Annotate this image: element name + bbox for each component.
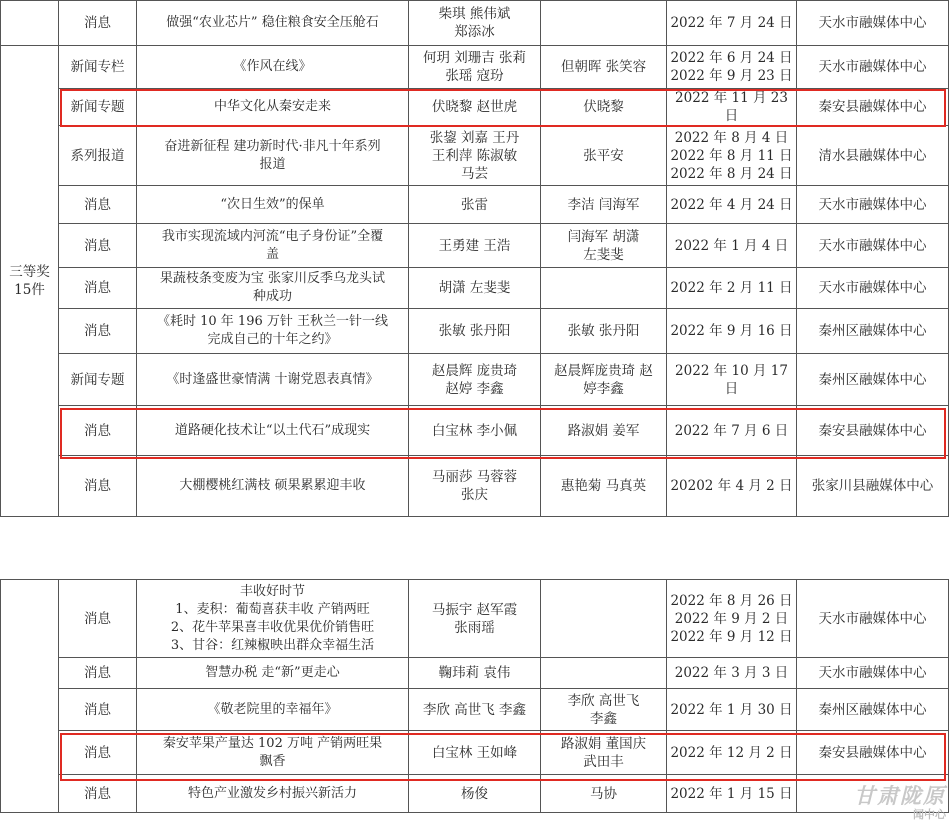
cell-line: 我市实现流域内河流“电子身份证”全覆: [161, 228, 384, 244]
authors-cell: [409, 89, 541, 126]
table-row: [1, 309, 949, 354]
editors-cell: [541, 89, 667, 126]
date-cell: [667, 354, 797, 406]
editors-cell: [541, 580, 667, 658]
authors-cell: [409, 46, 541, 89]
table-row: [1, 46, 949, 89]
authors-cell: [409, 186, 541, 224]
title-cell: [137, 309, 409, 354]
title-cell: [137, 689, 409, 731]
cell-line: 马协: [590, 785, 617, 802]
date-cell: [667, 1, 797, 46]
date-cell: [667, 775, 797, 813]
authors-cell: [409, 580, 541, 658]
cell-line: 李欣 高世飞: [567, 692, 640, 709]
cell-line: 2022 年 9 月 16 日: [670, 323, 793, 339]
authors-cell: [409, 224, 541, 268]
cell-line: 左斐斐: [583, 246, 624, 263]
category-cell: 消息: [59, 456, 137, 517]
cell-line: 何玥 刘珊吉 张莉: [422, 50, 527, 66]
title-cell: [137, 775, 409, 813]
authors-cell: [409, 689, 541, 731]
unit-cell: 秦州区融媒体中心: [797, 354, 949, 406]
title-cell: [137, 580, 409, 658]
authors-cell: [409, 309, 541, 354]
category-cell: 消息: [59, 775, 137, 813]
title-cell: [137, 224, 409, 268]
cell-line: 2022 年 2 月 11 日: [670, 280, 793, 296]
category-cell: 消息: [59, 580, 137, 658]
editors-cell: [541, 731, 667, 775]
cell-line: 三等奖: [9, 264, 50, 280]
editors-cell: [541, 46, 667, 89]
unit-cell: 天水市融媒体中心: [797, 46, 949, 89]
cell-line: 但朝晖 张笑容: [560, 59, 647, 75]
category-cell: 新闻专题: [59, 89, 137, 126]
table-row: [1, 186, 949, 224]
cell-line: 《敬老院里的幸福年》: [207, 701, 338, 717]
table-row: [1, 731, 949, 775]
editors-cell: [541, 354, 667, 406]
cell-line: 马丽莎 马蓉蓉: [431, 469, 518, 485]
cell-line: 2022 年 1 月 30 日: [670, 701, 793, 718]
cell-line: 张敏 张丹阳: [438, 323, 511, 339]
cell-line: 惠艳菊 马真英: [560, 478, 647, 494]
editors-cell: [541, 658, 667, 689]
editors-cell: [541, 126, 667, 186]
cell-line: 秦安苹果产量达 102 万吨 产销两旺果: [162, 735, 383, 751]
table-row: [1, 406, 949, 456]
cell-line: 马振宇 赵军霞: [431, 601, 518, 618]
cell-line: 赵晨辉庞贵琦 赵: [554, 362, 653, 379]
category-cell: 消息: [59, 731, 137, 775]
prize-cell: [1, 580, 59, 813]
unit-cell: 天水市融媒体中心: [797, 1, 949, 46]
cell-line: 王利萍 陈淑敏: [431, 147, 518, 164]
cell-line: 路淑娟 董国庆: [560, 735, 647, 752]
prize-label: [1, 46, 59, 517]
editors-cell: [541, 689, 667, 731]
unit-cell: 秦安县融媒体中心: [797, 89, 949, 126]
cell-line: 武田丰: [583, 753, 624, 770]
cell-line: 种成功: [252, 289, 292, 304]
date-cell: [667, 731, 797, 775]
date-cell: [667, 224, 797, 268]
category-cell: 消息: [59, 186, 137, 224]
cell-line: 2022 年 6 月 24 日: [670, 50, 793, 66]
title-cell: [137, 268, 409, 309]
cell-line: 白宝林 王如峰: [431, 744, 518, 761]
watermark-main: 甘肃陇原: [854, 783, 946, 808]
authors-cell: [409, 658, 541, 689]
date-cell: [667, 126, 797, 186]
cell-line: 2022 年 12 月 2 日: [670, 744, 793, 761]
date-cell: [667, 186, 797, 224]
cell-line: 张平安: [583, 147, 624, 164]
unit-cell: 天水市融媒体中心: [797, 268, 949, 309]
date-cell: [667, 89, 797, 126]
unit-cell: 天水市融媒体中心: [797, 186, 949, 224]
cell-line: 《作风在线》: [233, 59, 312, 74]
table-row: [1, 89, 949, 126]
title-cell: [137, 46, 409, 89]
table-row: [1, 456, 949, 517]
category-cell: 消息: [59, 658, 137, 689]
title-cell: [137, 406, 409, 456]
cell-line: 2022 年 8 月 24 日: [670, 165, 793, 182]
cell-line: 张敏 张丹阳: [567, 323, 640, 339]
category-cell: 消息: [59, 406, 137, 456]
authors-cell: [409, 456, 541, 517]
date-cell: [667, 580, 797, 658]
cell-line: 果蔬枝条变废为宝 张家川反季乌龙头试: [159, 271, 386, 286]
date-cell: [667, 689, 797, 731]
awards-table-2: [0, 579, 949, 813]
unit-cell: 张家川县融媒体中心: [797, 456, 949, 517]
cell-line: 2022 年 1 月 4 日: [674, 237, 789, 254]
cell-line: 2022 年 8 月 26 日: [670, 592, 793, 609]
unit-cell: 秦州区融媒体中心: [797, 689, 949, 731]
cell-line: 王勇建 王浩: [438, 237, 511, 254]
cell-line: 张庆: [461, 487, 488, 503]
category-cell: 新闻专题: [59, 354, 137, 406]
cell-line: 盖: [265, 246, 279, 262]
cell-line: 奋进新征程 建功新时代·非凡十年系列: [164, 138, 381, 154]
title-cell: [137, 126, 409, 186]
editors-cell: [541, 1, 667, 46]
cell-line: 路淑娟 姜军: [567, 422, 640, 439]
cell-line: 2022 年 9 月 23 日: [670, 68, 793, 84]
table-row: [1, 658, 949, 689]
authors-cell: [409, 354, 541, 406]
cell-line: 报道: [259, 156, 286, 172]
cell-line: 郑添冰: [454, 24, 495, 40]
cell-line: 闫海军 胡潇: [567, 228, 640, 245]
authors-cell: [409, 406, 541, 456]
category-cell: 消息: [59, 1, 137, 46]
cell-line: 伏晓黎: [583, 99, 624, 115]
cell-line: 婷李鑫: [583, 380, 624, 397]
category-cell: 消息: [59, 689, 137, 731]
title-cell: [137, 186, 409, 224]
cell-line: 2022 年 10 月 17 日: [675, 362, 788, 397]
cell-line: 《耗时 10 年 196 万针 王秋兰一针一线: [156, 314, 389, 329]
cell-line: 杨俊: [461, 785, 488, 802]
cell-line: 2、花牛苹果喜丰收优果优价销售旺: [170, 619, 375, 635]
cell-line: 张瑶 寇玢: [445, 68, 504, 84]
unit-cell: 秦安县融媒体中心: [797, 406, 949, 456]
date-cell: [667, 658, 797, 689]
authors-cell: [409, 268, 541, 309]
cell-line: 2022 年 4 月 24 日: [670, 196, 793, 213]
unit-cell: 天水市融媒体中心: [797, 580, 949, 658]
table-row: [1, 268, 949, 309]
cell-line: 李欣 高世飞 李鑫: [422, 701, 527, 718]
cell-line: 张雨瑶: [454, 619, 495, 636]
editors-cell: [541, 406, 667, 456]
date-cell: [667, 46, 797, 89]
unit-cell: 天水市融媒体中心: [797, 224, 949, 268]
watermark-sub: 闻中心: [913, 808, 946, 821]
cell-line: 大棚樱桃红满枝 硕果累累迎丰收: [179, 478, 366, 493]
title-cell: [137, 658, 409, 689]
unit-cell: 秦州区融媒体中心: [797, 309, 949, 354]
category-cell: 消息: [59, 309, 137, 354]
category-cell: 消息: [59, 268, 137, 309]
cell-line: 2022 年 7 月 24 日: [670, 15, 793, 31]
cell-line: 张雷: [461, 196, 488, 213]
cell-line: 飘香: [259, 753, 286, 769]
cell-line: 胡潇 左斐斐: [438, 280, 511, 296]
editors-cell: [541, 224, 667, 268]
date-cell: [667, 456, 797, 517]
cell-line: 2022 年 9 月 12 日: [670, 628, 793, 645]
title-cell: [137, 731, 409, 775]
cell-line: 李鑫: [590, 710, 617, 727]
cell-line: 2022 年 1 月 15 日: [670, 785, 793, 802]
prize-cell: [1, 1, 59, 46]
cell-line: 白宝林 李小佩: [431, 422, 518, 439]
unit-cell: 清水县融媒体中心: [797, 126, 949, 186]
unit-cell: 秦安县融媒体中心: [797, 731, 949, 775]
table-row: [1, 224, 949, 268]
cell-line: 《时逢盛世豪情满 十谢党恩表真情》: [166, 371, 379, 387]
cell-line: 2022 年 8 月 11 日: [670, 147, 793, 164]
editors-cell: [541, 309, 667, 354]
date-cell: [667, 268, 797, 309]
table-row: [1, 126, 949, 186]
watermark: [854, 784, 946, 821]
authors-cell: [409, 1, 541, 46]
category-cell: 系列报道: [59, 126, 137, 186]
editors-cell: [541, 456, 667, 517]
title-cell: [137, 354, 409, 406]
cell-line: 1、麦积：葡萄喜获丰收 产销两旺: [175, 601, 370, 617]
cell-line: 伏晓黎 赵世虎: [431, 99, 518, 115]
cell-line: 做强“农业芯片” 稳住粮食安全压舱石: [166, 15, 379, 30]
cell-line: 完成自己的十年之约》: [207, 332, 338, 347]
title-cell: [137, 456, 409, 517]
category-cell: 消息: [59, 224, 137, 268]
table-row: [1, 775, 949, 813]
cell-line: 赵婷 李鑫: [445, 380, 504, 397]
cell-line: 柴琪 熊伟斌: [438, 6, 511, 22]
cell-line: 丰收好时节: [239, 583, 305, 599]
cell-line: 鞠玮莉 袁伟: [438, 665, 511, 681]
cell-line: 赵晨辉 庞贵琦: [431, 362, 518, 379]
editors-cell: [541, 186, 667, 224]
authors-cell: [409, 731, 541, 775]
editors-cell: [541, 775, 667, 813]
title-cell: [137, 89, 409, 126]
cell-line: 3、甘谷：红辣椒映出群众幸福生活: [170, 637, 375, 653]
table-row: [1, 689, 949, 731]
table-row: [1, 580, 949, 658]
cell-line: 智慧办税 走“新”更走心: [205, 665, 340, 680]
authors-cell: [409, 126, 541, 186]
table-row: [1, 354, 949, 406]
cell-line: 20202 年 4 月 2 日: [670, 478, 793, 494]
table-row: [1, 1, 949, 46]
cell-line: 2022 年 8 月 4 日: [674, 129, 789, 146]
date-cell: [667, 309, 797, 354]
cell-line: 特色产业激发乡村振兴新活力: [187, 785, 357, 801]
cell-line: 马芸: [461, 165, 488, 182]
title-cell: [137, 1, 409, 46]
authors-cell: [409, 775, 541, 813]
unit-cell: 天水市融媒体中心: [797, 658, 949, 689]
cell-line: 2022 年 11 月 23 日: [675, 90, 788, 124]
editors-cell: [541, 268, 667, 309]
cell-line: 中华文化从秦安走来: [213, 99, 331, 114]
cell-line: 李洁 闫海军: [567, 196, 640, 213]
cell-line: 张鋆 刘嘉 王丹: [429, 129, 520, 146]
cell-line: 2022 年 7 月 6 日: [674, 422, 789, 439]
cell-line: “次日生效”的保单: [220, 196, 325, 212]
cell-line: 15件: [14, 282, 45, 298]
cell-line: 道路硬化技术让“以土代石”成现实: [174, 422, 371, 438]
date-cell: [667, 406, 797, 456]
cell-line: 2022 年 9 月 2 日: [674, 610, 789, 627]
category-cell: 新闻专栏: [59, 46, 137, 89]
cell-line: 2022 年 3 月 3 日: [674, 665, 789, 681]
